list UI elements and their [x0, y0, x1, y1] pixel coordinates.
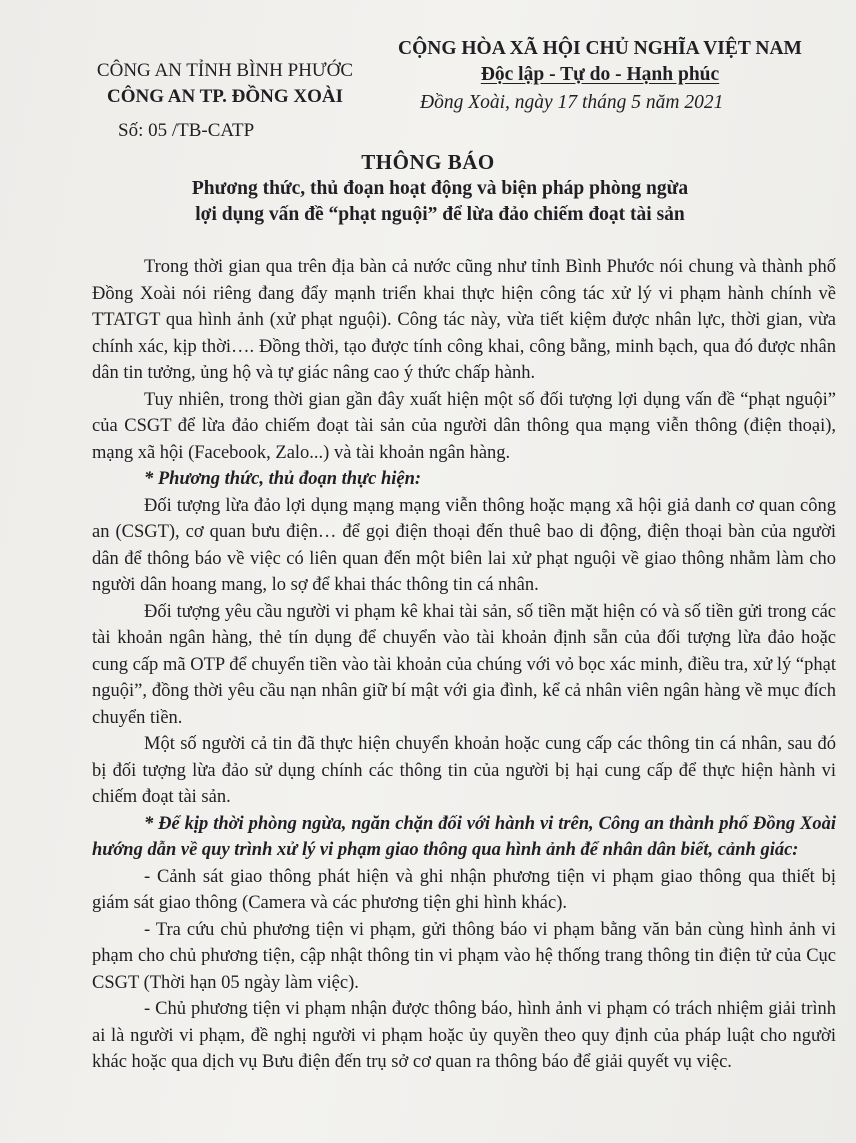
paragraph-method-calls: Đối tượng lừa đảo lợi dụng mạng mạng viễn thông hoặc mạng xã hội giả danh cơ quan công an (CSGT), cơ quan bưu điện… để gọi điện thoại đến thuê bao di động, điện thoại bàn của người dân để thông báo về việc có liên quan đến một biên lai xử phạt nguội về giao thông nhằm làm cho người dân hoang mang, lo sợ để khai thác thông tin cá nhân.: [92, 495, 836, 595]
issuing-agency: [60, 58, 390, 110]
procedure-step-3: - Chủ phương tiện vi phạm nhận được thông báo, hình ảnh vi phạm có trách nhiệm giải trình ai là người vi phạm, đề nghị người vi phạm hoặc ủy quyền theo quy định của pháp luật cho người khác hoặc qua dịch vụ Bưu điện đến trụ sở cơ quan ra thông báo để giải quyết vụ việc.: [92, 999, 836, 1072]
national-header: [380, 36, 820, 88]
procedure-step-1: - Cảnh sát giao thông phát hiện và ghi nhận phương tiện vi phạm giao thông qua thiết bị giám sát giao thông (Camera và các phương tiện ghi hình khác).: [92, 866, 836, 913]
paragraph-method-transfer: Đối tượng yêu cầu người vi phạm kê khai tài sản, số tiền mặt hiện có và số tiền gửi trong các tài khoản ngân hàng, thẻ tín dụng để chuyển vào tài khoản định sẵn của đối tượng lừa đảo hoặc cung cấp mã OTP để chuyển tiền vào tài khoản của chúng với vỏ bọc xác minh, điều tra, xử lý “phạt nguội”, đồng thời yêu cầu nạn nhân giữ bí mật với gia đình, kể cả nhân viên ngân hàng về mục đích chuyển tiền.: [92, 601, 836, 728]
agency-line-1: CÔNG AN TỈNH BÌNH PHƯỚC: [96, 60, 354, 81]
procedure-step-2: - Tra cứu chủ phương tiện vi phạm, gửi thông báo vi phạm bằng văn bản cùng hình ảnh vi phạm cho chủ phương tiện, cập nhật thông tin vi phạm vào hệ thống trang thông tin điện tử của Cục CSGT (Thời hạn 05 ngày làm việc).: [92, 919, 836, 993]
subtitle-line-2: lợi dụng vấn đề “phạt nguội” để lừa đảo chiếm đoạt tài sản: [195, 204, 685, 225]
paragraph-fraud-trend: Tuy nhiên, trong thời gian gần đây xuất hiện một số đối tượng lợi dụng vấn đề “phạt nguội” của CSGT để lừa đảo chiếm đoạt tài sản của người dân thông qua mạng viễn thông (điện thoại), mạng xã hội (Facebook, Zalo...) và tài khoản ngân hàng.: [92, 389, 836, 463]
section-heading-methods: * Phương thức, thủ đoạn thực hiện:: [144, 469, 422, 489]
issue-date: Đồng Xoài, ngày 17 tháng 5 năm 2021: [420, 92, 724, 113]
section-heading-prevention: * Để kịp thời phòng ngừa, ngăn chặn đối với hành vi trên, Công an thành phố Đồng Xoài hướng dẫn về quy trình xử lý vi phạm giao thông qua hình ảnh để nhân dân biết, cảnh giác:: [92, 813, 836, 860]
subtitle-line-1: Phương thức, thủ đoạn hoạt động và biện pháp phòng ngừa: [191, 178, 689, 199]
agency-line-2: CÔNG AN TP. ĐỒNG XOÀI: [107, 86, 343, 107]
paragraph-victims: Một số người cả tin đã thực hiện chuyển khoản hoặc cung cấp các thông tin cá nhân, sau đó bị đối tượng lừa đảo sử dụng chính các thông tin của người bị hại cung cấp để thực hiện hành vi chiếm đoạt tài sản.: [92, 734, 836, 807]
document-number: Số: 05 /TB-CATP: [118, 120, 255, 141]
document-title: THÔNG BÁO: [361, 150, 495, 174]
national-motto: Độc lập - Tự do - Hạnh phúc: [480, 64, 720, 85]
document-body: [92, 254, 836, 1076]
nation-name: CỘNG HÒA XÃ HỘI CHỦ NGHĨA VIỆT NAM: [398, 38, 802, 59]
document-subtitle: [150, 176, 730, 228]
paragraph-intro: Trong thời gian qua trên địa bàn cả nước cũng như tỉnh Bình Phước nói chung và thành phố Đồng Xoài nói riêng đang đẩy mạnh triển khai thực hiện công tác xử lý vi phạm hành chính về TTATGT qua hình ảnh (xử phạt nguội). Công tác này, vừa tiết kiệm được nhân lực, thời gian, vừa chính xác, kịp thời…. Đồng thời, tạo được tính công khai, công bằng, minh bạch, qua đó được nhân dân tin tưởng, ủng hộ và tự giác nâng cao ý thức chấp hành.: [92, 257, 836, 383]
